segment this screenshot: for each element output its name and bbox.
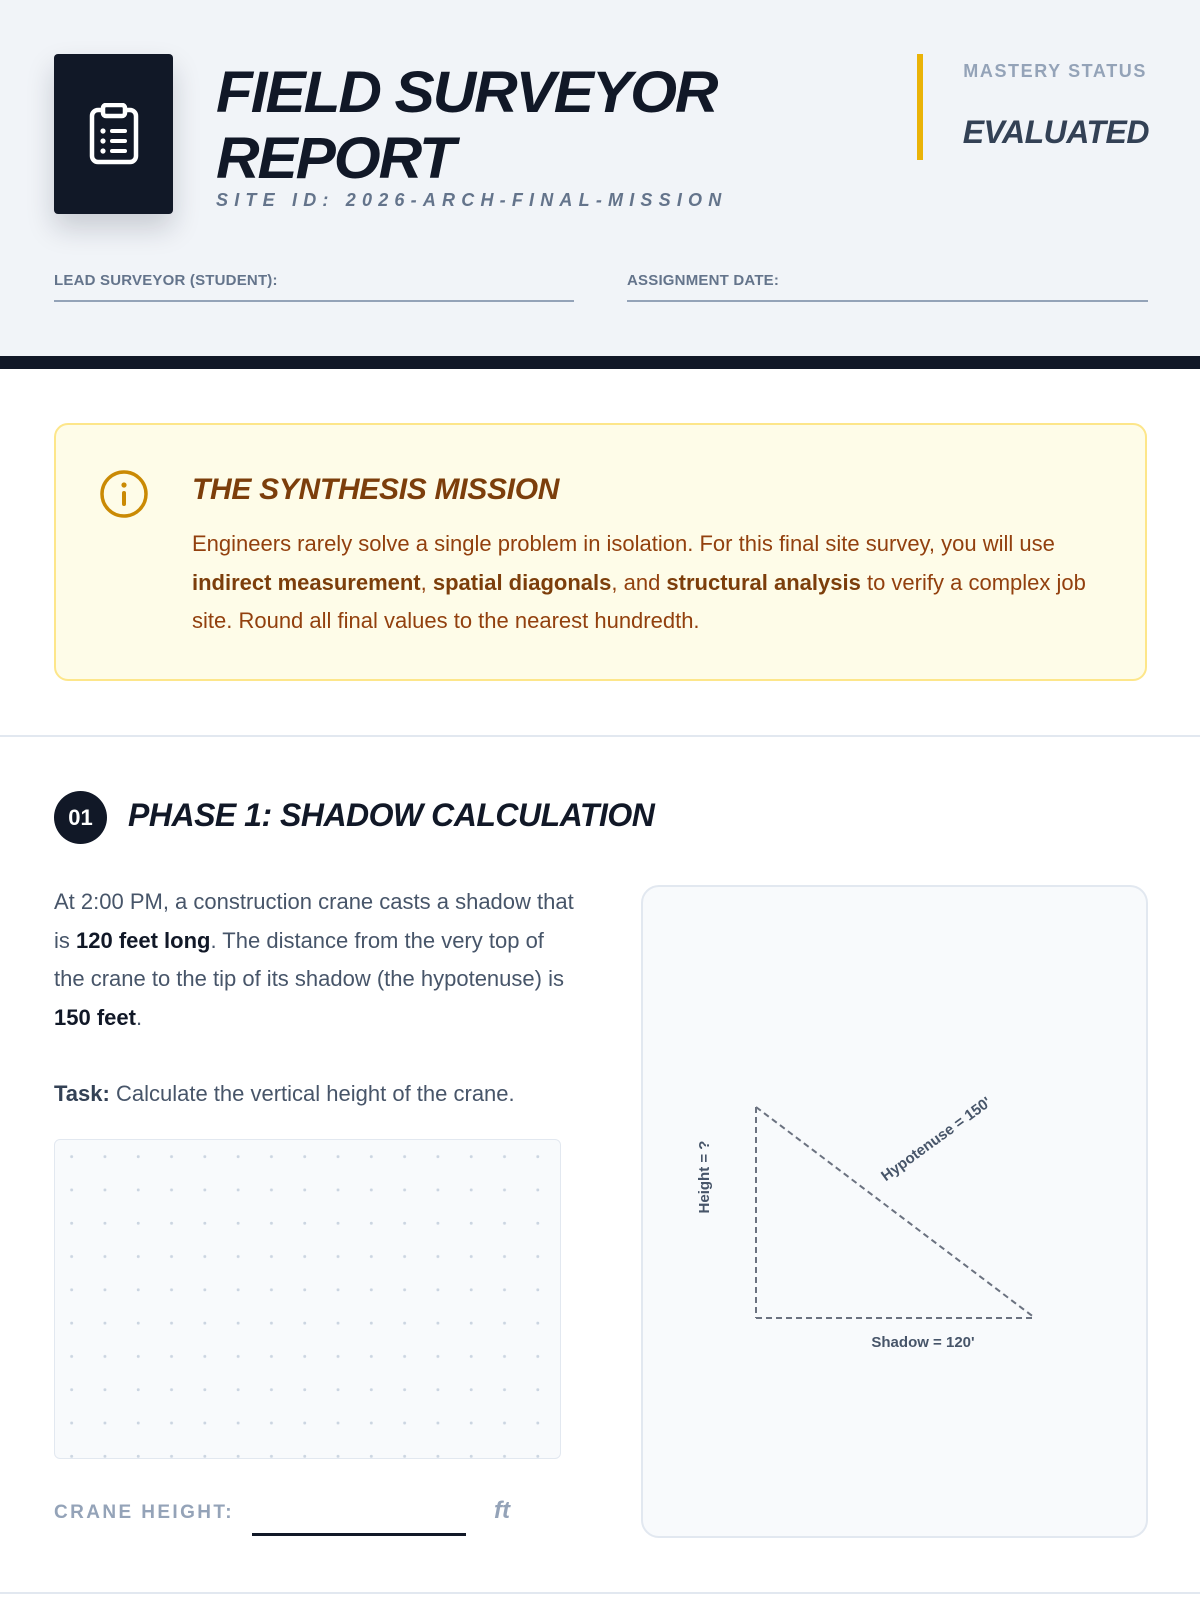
mission-callout: [54, 423, 1147, 681]
skill-structural-analysis: structural analysis: [666, 569, 861, 595]
phase-title: PHASE 1: SHADOW CALCULATION: [128, 797, 655, 833]
task-label: Task:: [54, 1081, 110, 1106]
skill-spatial-diagonals: spatial diagonals: [432, 569, 612, 595]
report-header: [0, 0, 1200, 356]
info-icon: [98, 468, 150, 520]
section-divider-bottom: [0, 1592, 1200, 1594]
answer-unit: ft: [494, 1497, 510, 1524]
status-accent-bar: [917, 54, 923, 160]
task-statement: Task: Calculate the vertical height of the crane.: [54, 1081, 515, 1106]
hypotenuse-side: [756, 1107, 1035, 1318]
right-triangle-diagram: [643, 887, 1148, 1538]
date-field-label: ASSIGNMENT DATE:: [627, 272, 780, 289]
report-title: FIELD SURVEYOR REPORT: [216, 60, 717, 191]
skill-indirect-measurement: indirect measurement: [192, 569, 421, 595]
crane-height-answer-field[interactable]: [252, 1533, 466, 1536]
section-divider: [0, 735, 1200, 737]
work-area-grid[interactable]: [54, 1139, 561, 1459]
phase-number-badge: 01: [54, 791, 107, 844]
mastery-status-value: EVALUATED: [962, 114, 1149, 150]
hypotenuse-value: 150 feet: [54, 1004, 136, 1030]
logo-badge: [54, 54, 173, 214]
answer-label: CRANE HEIGHT:: [54, 1502, 235, 1523]
site-id: SITE ID: 2026-ARCH-FINAL-MISSION: [216, 190, 728, 210]
shadow-label: Shadow = 120': [871, 1334, 975, 1351]
header-divider-bar: [0, 356, 1200, 369]
mission-description: Engineers rarely solve a single problem in isolation. For this final site survey, you will use indirect measurement, spatial diagonals, and structural analysis to verify a complex job site. Round all final values to the nearest hundredth.: [192, 531, 1086, 633]
assignment-date-field[interactable]: [627, 300, 1148, 302]
mission-title: THE SYNTHESIS MISSION: [192, 473, 560, 506]
triangle-diagram-card: [641, 885, 1148, 1538]
problem-statement: At 2:00 PM, a construction crane casts a shadow that is 120 feet long. The distance from the very top of the crane to the tip of its shadow (the hypotenuse) is 150 feet.: [54, 889, 574, 1030]
shadow-length-value: 120 feet long: [76, 927, 211, 953]
height-label: Height = ?: [696, 1140, 713, 1214]
mastery-status-label: MASTERY STATUS: [963, 61, 1147, 81]
student-name-field[interactable]: [54, 300, 574, 302]
clipboard-icon: [88, 103, 140, 165]
student-field-label: LEAD SURVEYOR (STUDENT):: [54, 272, 278, 289]
hypotenuse-label: Hypotenuse = 150': [878, 1093, 995, 1185]
